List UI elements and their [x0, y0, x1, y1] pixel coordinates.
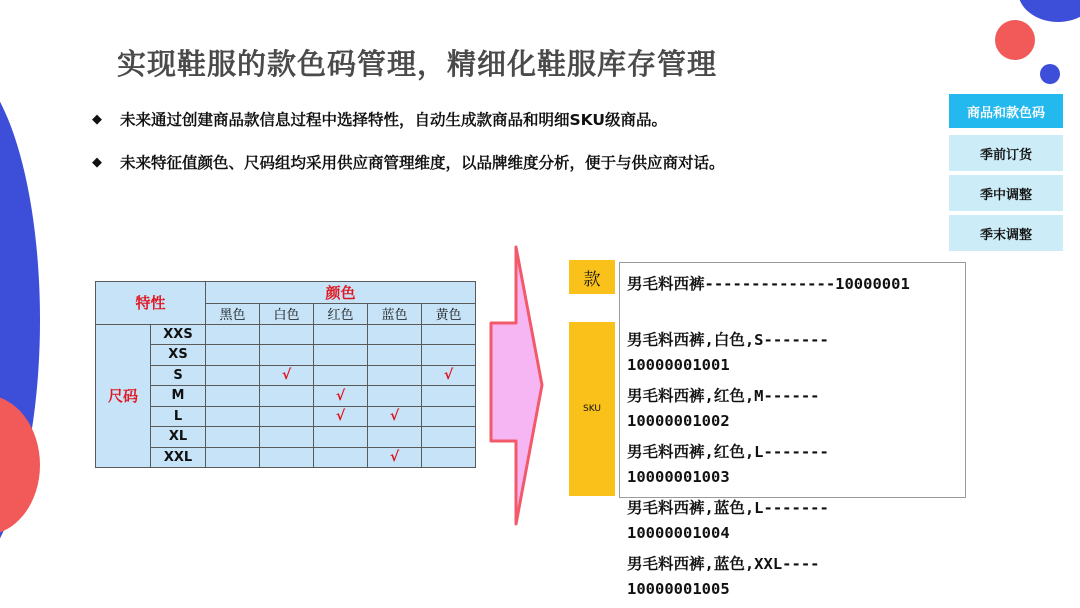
nav-item-preseason[interactable]: 季前订货: [949, 135, 1063, 171]
sku-code: 10000001005: [627, 580, 730, 598]
sku-line: 男毛料西裤,蓝色,L-------: [627, 499, 829, 517]
diamond-bullet-icon: ◆: [92, 154, 102, 170]
size-label: L: [151, 406, 206, 427]
style-line: 男毛料西裤--------------10000001: [627, 275, 910, 293]
check-mark-icon: √: [314, 386, 368, 407]
matrix-cell: [314, 365, 368, 386]
sku-line: 男毛料西裤,白色,S-------: [627, 331, 829, 349]
feature-matrix-table: [95, 281, 476, 468]
matrix-cell: [368, 386, 422, 407]
matrix-cell: [368, 427, 422, 448]
sku-line: 男毛料西裤,红色,M------: [627, 387, 820, 405]
matrix-cell: [422, 345, 476, 366]
matrix-cell: [422, 447, 476, 468]
right-arrow-icon: [488, 243, 544, 528]
nav-item-endseason[interactable]: 季末调整: [949, 215, 1063, 251]
matrix-cell: [314, 427, 368, 448]
style-tag: 款: [569, 260, 615, 294]
bullet-text: 未来通过创建商品款信息过程中选择特性，自动生成款商品和明细SKU级商品。: [120, 111, 667, 129]
check-mark-icon: √: [260, 365, 314, 386]
matrix-cell: [206, 447, 260, 468]
matrix-cell: [368, 345, 422, 366]
bullet-text: 未来特征值颜色、尺码组均采用供应商管理维度，以品牌维度分析，便于与供应商对话。: [120, 154, 725, 172]
matrix-cell: [206, 324, 260, 345]
matrix-size-header: 尺码: [96, 324, 151, 468]
bullet-item: [92, 151, 725, 173]
decor-blue-dot: [1040, 64, 1060, 84]
check-mark-icon: √: [368, 406, 422, 427]
matrix-cell: [314, 345, 368, 366]
sku-tag: SKU: [569, 322, 615, 496]
matrix-cell: [422, 324, 476, 345]
color-header-cell: 红色: [314, 304, 368, 325]
size-label: XS: [151, 345, 206, 366]
matrix-cell: [260, 447, 314, 468]
matrix-cell: [260, 386, 314, 407]
sku-code: 10000001003: [627, 468, 730, 486]
matrix-cell: [206, 427, 260, 448]
size-label: S: [151, 365, 206, 386]
sku-line: 男毛料西裤,蓝色,XXL----: [627, 555, 820, 573]
decor-blue-circle-top: [1018, 0, 1080, 22]
matrix-cell: [422, 386, 476, 407]
sku-code: 10000001002: [627, 412, 730, 430]
matrix-cell: [260, 324, 314, 345]
matrix-cell: [260, 427, 314, 448]
matrix-cell: [260, 345, 314, 366]
check-mark-icon: √: [422, 365, 476, 386]
matrix-cell: [368, 324, 422, 345]
sku-code: 10000001001: [627, 356, 730, 374]
diamond-bullet-icon: ◆: [92, 111, 102, 127]
page-title: 实现鞋服的款色码管理，精细化鞋服库存管理: [117, 47, 718, 81]
matrix-cell: [314, 324, 368, 345]
decor-red-circle-top: [995, 20, 1035, 60]
matrix-cell: [206, 386, 260, 407]
matrix-corner-label: 特性: [96, 282, 206, 325]
size-label: M: [151, 386, 206, 407]
color-header-cell: 蓝色: [368, 304, 422, 325]
matrix-cell: [206, 406, 260, 427]
matrix-color-header: 颜色: [206, 282, 476, 304]
size-label: XL: [151, 427, 206, 448]
sku-code: 10000001004: [627, 524, 730, 542]
size-label: XXS: [151, 324, 206, 345]
matrix-cell: [314, 447, 368, 468]
color-header-cell: 白色: [260, 304, 314, 325]
sku-line: 男毛料西裤,红色,L-------: [627, 443, 829, 461]
bullet-item: [92, 108, 667, 130]
side-nav: [949, 94, 1063, 251]
size-label: XXL: [151, 447, 206, 468]
check-mark-icon: √: [368, 447, 422, 468]
color-header-cell: 黑色: [206, 304, 260, 325]
sku-list-panel: [619, 262, 966, 498]
check-mark-icon: √: [314, 406, 368, 427]
matrix-cell: [260, 406, 314, 427]
matrix-cell: [422, 427, 476, 448]
matrix-cell: [368, 365, 422, 386]
matrix-cell: [206, 365, 260, 386]
color-header-cell: 黄色: [422, 304, 476, 325]
matrix-cell: [206, 345, 260, 366]
nav-item-midseason[interactable]: 季中调整: [949, 175, 1063, 211]
matrix-cell: [422, 406, 476, 427]
nav-item-products[interactable]: 商品和款色码: [949, 94, 1063, 128]
decor-red-circle: [0, 395, 40, 535]
